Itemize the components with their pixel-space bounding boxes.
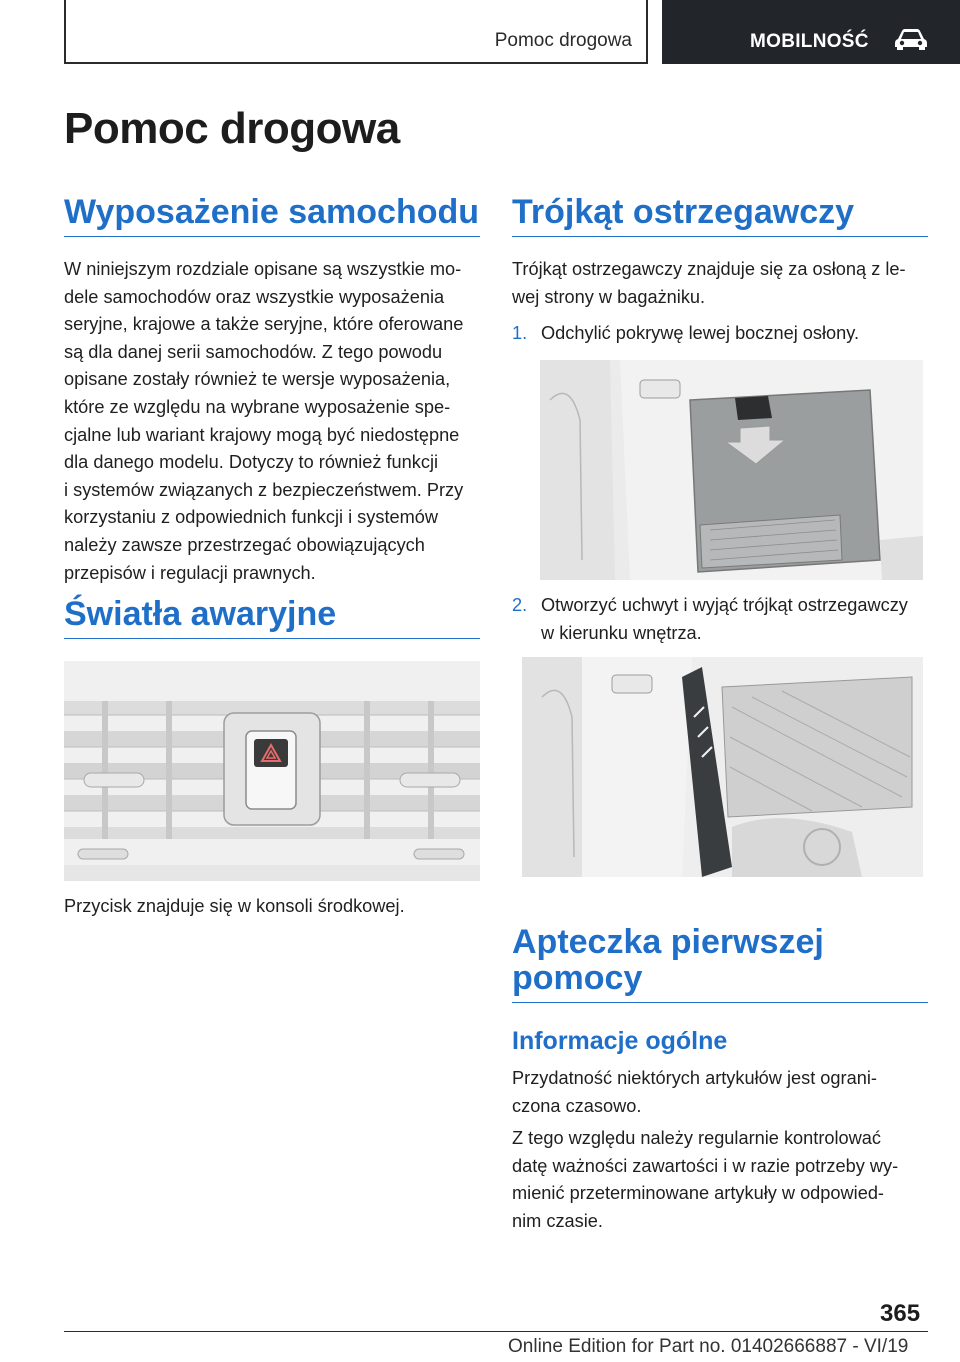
heading-warning-triangle: Trójkąt ostrzegawczy bbox=[512, 194, 928, 237]
text-line: Z tego względu należy regularnie kontrolować bbox=[512, 1128, 882, 1148]
text-line: dla danego modelu. Dotyczy to również funkcji bbox=[64, 452, 439, 473]
header-chapter-title: MOBILNOŚĆ bbox=[750, 31, 869, 52]
step-number: 2. bbox=[512, 595, 528, 615]
triangle-holder-image bbox=[522, 657, 923, 877]
first-aid-paragraph-1 bbox=[512, 1065, 928, 1120]
text-line: przepisów i regulacji prawnych. bbox=[64, 562, 316, 583]
text-line: cjalne lub wariant krajowy mogą być niedostępne bbox=[64, 424, 460, 445]
step-text bbox=[541, 320, 929, 348]
heading-hazard-lights: Światła awaryjne bbox=[64, 596, 480, 639]
heading-equipment: Wyposażenie samochodu bbox=[64, 194, 480, 237]
text-line: seryjne, krajowe a także seryjne, które oferowane bbox=[64, 314, 464, 335]
text-line: dele samochodów oraz wszystkie wyposażenia bbox=[64, 286, 445, 307]
subheading-general-info: Informacje ogólne bbox=[512, 1027, 728, 1055]
text-line: W niniejszym rozdziale opisane są wszystkie mo- bbox=[64, 259, 462, 279]
first-aid-paragraph-2 bbox=[512, 1125, 928, 1235]
text-line: opisane zostały również te wersje wyposażenia, bbox=[64, 369, 451, 390]
header-section-box bbox=[64, 0, 648, 64]
header-chapter-box bbox=[662, 0, 960, 64]
triangle-intro bbox=[512, 256, 928, 311]
text-line: wej strony w bagażniku. bbox=[512, 286, 706, 307]
text-line: są dla danej serii samochodów. Z tego powodu bbox=[64, 341, 443, 362]
text-line: Trójkąt ostrzegawczy znajduje się za osłoną z le- bbox=[512, 259, 906, 279]
text-line: mienić przeterminowane artykuły w odpowied- bbox=[512, 1183, 884, 1204]
text-line: korzystaniu z odpowiednich funkcji i systemów bbox=[64, 507, 439, 528]
hazard-button-image bbox=[64, 661, 480, 881]
footer-edition: Online Edition for Part no. 01402666887 - VI/19 bbox=[508, 1336, 909, 1357]
car-icon bbox=[894, 28, 928, 50]
hazard-caption: Przycisk znajduje się w konsoli środkowej. bbox=[64, 896, 405, 916]
equipment-paragraph bbox=[64, 256, 480, 587]
heading-line: Apteczka pierwszej bbox=[512, 923, 824, 961]
heading-first-aid bbox=[512, 924, 928, 1003]
page-title: Pomoc drogowa bbox=[64, 104, 400, 153]
step-number: 1. bbox=[512, 323, 528, 343]
header-section-title: Pomoc drogowa bbox=[494, 30, 632, 51]
footer-divider bbox=[64, 1331, 928, 1332]
text-line: czona czasowo. bbox=[512, 1095, 642, 1116]
heading-line: pomocy bbox=[512, 959, 643, 997]
text-line: nim czasie. bbox=[512, 1210, 603, 1231]
text-line: Odchylić pokrywę lewej bocznej osłony. bbox=[541, 323, 860, 343]
text-line: w kierunku wnętrza. bbox=[541, 622, 702, 643]
trunk-cover-image bbox=[540, 360, 923, 580]
text-line: Przydatność niektórych artykułów jest ograni- bbox=[512, 1068, 877, 1088]
page-number: 365 bbox=[880, 1300, 921, 1327]
text-line: datę ważności zawartości i w razie potrzeby wy- bbox=[512, 1155, 899, 1176]
text-line: Otworzyć uchwyt i wyjąć trójkąt ostrzegawczy bbox=[541, 595, 908, 615]
text-line: które ze względu na wybrane wyposażenie spe- bbox=[64, 396, 451, 417]
text-line: należy zawsze przestrzegać obowiązujących bbox=[64, 534, 425, 555]
step-text bbox=[541, 592, 929, 647]
text-line: i systemów związanych z bezpieczeństwem. Przy bbox=[64, 479, 464, 500]
